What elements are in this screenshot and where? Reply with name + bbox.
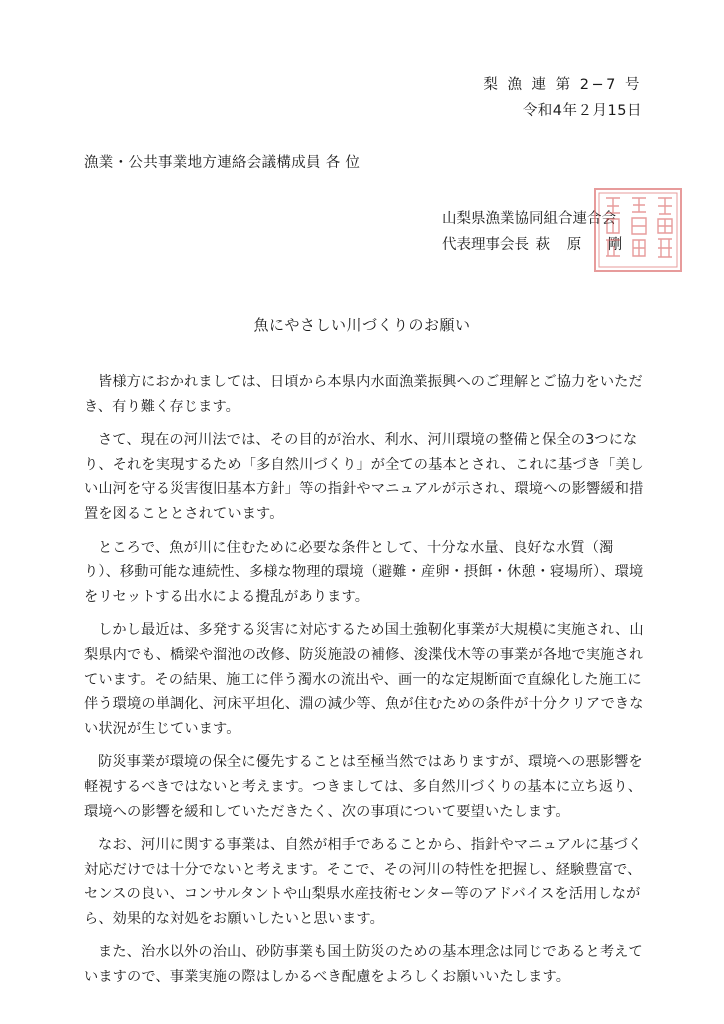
paragraph: しかし最近は、多発する災害に対応するため国土強靭化事業が大規模に実施され、山梨県内でも、橋梁や溜池の改修、防災施設の補修、浚渫伐木等の事業が各地で実施されています。その結果、施工に伴う濁水の流出や、画一的な定規断面で直線化した施工に伴う環境の単調化、河床平坦化、淵の減少等、魚が住むための条件が十分クリアできない状況が生じています。 <box>84 622 644 737</box>
official-seal-icon <box>592 186 684 274</box>
document-date: 令和4年２月15日 <box>522 103 642 119</box>
subject-title: 魚にやさしい川づくりのお願い <box>253 316 471 334</box>
paragraph: さて、現在の河川法では、その目的が治水、利水、河川環境の整備と保全の3つになり、それを実現するため「多自然川づくり」が全ての基本とされ、これに基づき「美しい山河を守る災害復旧基本方針」等の指針やマニュアルが示され、環境への影響緩和措置を図ることとされています。 <box>84 432 645 522</box>
paragraph: 皆様方におかれましては、日頃から本県内水面漁業振興へのご理解とご協力をいただき、有り難く存じます。 <box>84 374 643 415</box>
addressee: 漁業・公共事業地方連絡会議構成員 各 位 <box>84 155 361 171</box>
sender-organization: 山梨県漁業協同組合連合会 <box>442 211 616 227</box>
document-number: 梨 漁 連 第 2−7 号 <box>483 77 642 93</box>
paragraph: 防災事業が環境の保全に優先することは至極当然ではありますが、環境への悪影響を軽視するべきではないと考えます。つきましては、多自然川づくりの基本に立ち返り、環境への影響を緩和していただきたく、次の事項について要望いたします。 <box>84 754 643 820</box>
sender-name: 萩 原 剛 <box>535 237 629 253</box>
sender-position: 代表理事会長 <box>442 237 529 253</box>
paragraph: なお、河川に関する事業は、自然が相手であることから、指針やマニュアルに基づく対応だけでは十分でないと考えます。そこで、その河川の特性を把握し、経験豊富で、センスの良い、コンサルタントや山梨県水産技術センター等のアドバイスを活用しながら、効果的な対処をお願いしたいと思います。 <box>84 837 643 927</box>
document-header <box>483 72 642 124</box>
letter-body <box>84 370 646 999</box>
paragraph: ところで、魚が川に住むために必要な条件として、十分な水量、良好な水質（濁り）、移動可能な連続性、多様な物理的環境（避難・産卵・摂餌・休憩・寝場所）、環境をリセットする出水による攪乱があります。 <box>84 539 644 605</box>
paragraph: また、治水以外の治山、砂防事業も国土防災のための基本理念は同じであると考えていますので、事業実施の際はしかるべき配慮をよろしくお願いいたします。 <box>84 944 643 986</box>
